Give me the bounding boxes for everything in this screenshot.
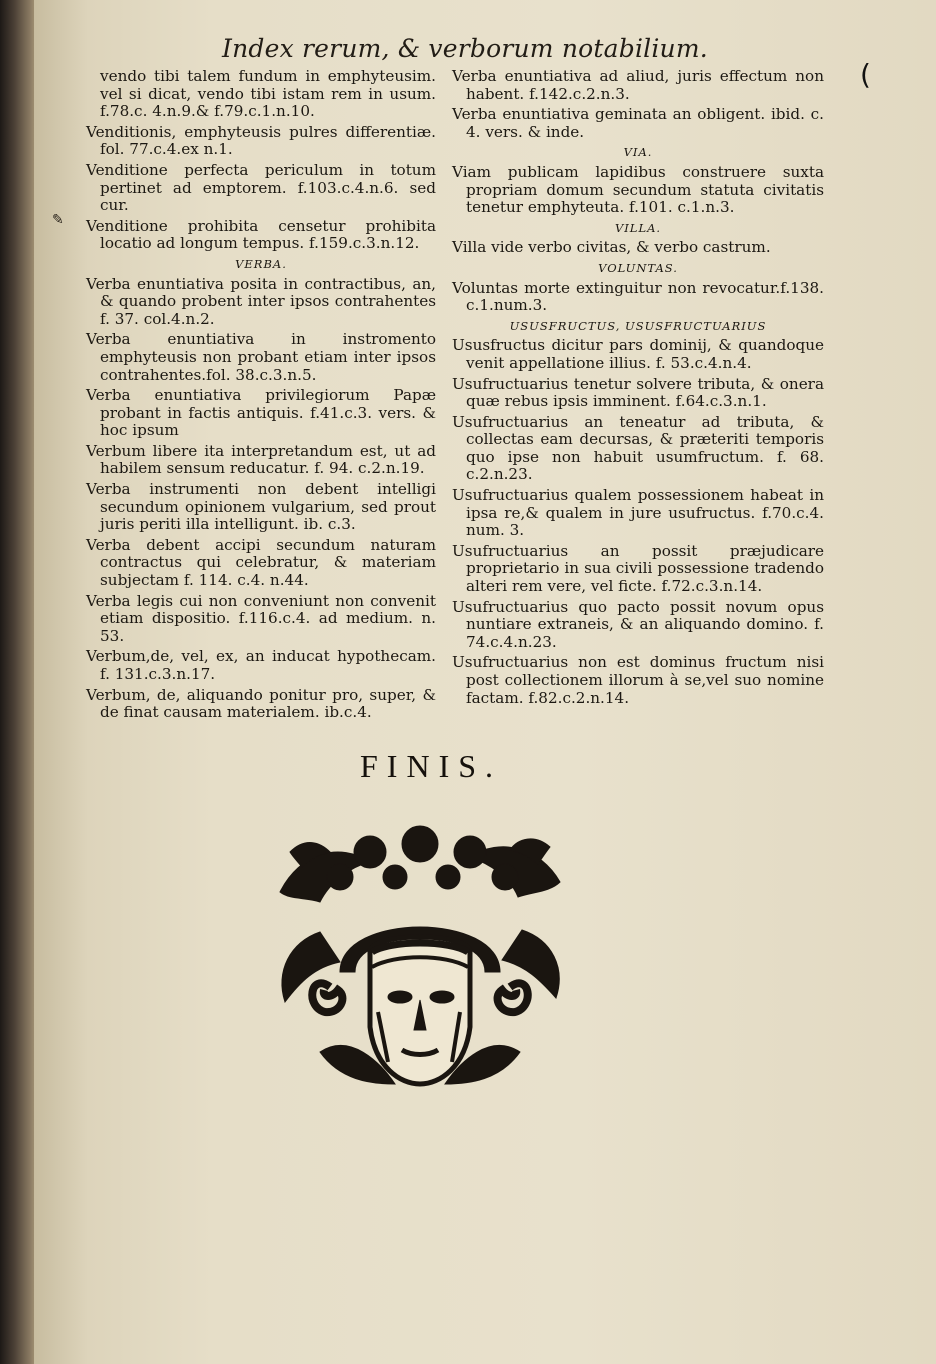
index-entry: Usufructuarius qualem possessionem habeat in ipsa re,& qualem in jure usufructus. f.70.c.4. num. 3. bbox=[452, 486, 824, 540]
index-entry: Verba enuntiativa in instromento emphyteusis non probant etiam inter ipsos contrahentes.fol. 38.c.3.n.5. bbox=[86, 330, 436, 384]
index-entry: Verba enuntiativa ad aliud, juris effectum non habent. f.142.c.2.n.3. bbox=[452, 67, 824, 103]
running-head: Index rerum, & verborum notabilium. bbox=[222, 34, 708, 63]
index-entry: Venditionis, emphyteusis pulres differentiæ. fol. 77.c.4.ex n.1. bbox=[86, 122, 436, 159]
index-entry: Viam publicam lapidibus construere suxta propriam domum secundum statuta civitatis tenetur emphyteuta. f.101. c.1.n.3. bbox=[452, 162, 824, 217]
woodcut-face-ornament-icon bbox=[260, 822, 580, 1098]
index-entry: Villa vide verbo civitas, & verbo castrum. bbox=[452, 238, 771, 257]
page-edge-mark: ( bbox=[860, 58, 871, 91]
index-entry: Usufructuarius non est dominus fructum nisi post collectionem illorum à se,vel suo nomine factam. f.82.c.2.n.14. bbox=[452, 653, 824, 707]
section-heading: VIA. bbox=[623, 145, 653, 160]
index-entry: Verba enuntiativa posita in contractibus, an, & quando probent inter ipsos contrahentes f. 37. col.4.n.2. bbox=[86, 274, 436, 328]
index-column-left bbox=[86, 68, 436, 725]
index-entry: Usufructuarius an teneatur ad tributa, & collectas eam decursas, & præteriti temporis quo ipse non habuit usumfructum. f. 68. c.2.n.23. bbox=[452, 412, 824, 484]
margin-mark: ✎ bbox=[52, 212, 64, 228]
section-heading: VOLUNTAS. bbox=[598, 260, 678, 275]
index-entry: Verba debent accipi secundum naturam contractus qui celebratur, & materiam subjectam f. 114. c.4. n.44. bbox=[86, 535, 436, 590]
index-entry: Verbum, de, aliquando ponitur pro, super, & de finat causam materialem. ib.c.4. bbox=[86, 685, 436, 722]
index-entry: Verba instrumenti non debent intelligi secundum opinionem vulgarium, sed prout juris periti illa intelligunt. ib. c.3. bbox=[86, 480, 436, 534]
index-column-right bbox=[452, 68, 824, 710]
section-heading: VILLA. bbox=[614, 220, 662, 235]
index-entry: Verba enuntiativa geminata an obligent. ibid. c. 4. vers. & inde. bbox=[452, 105, 824, 141]
index-entry: Usufructuarius an possit præjudicare proprietario in sua civili possessione tradendo alteri rem vere, vel ficte. f.72.c.3.n.14. bbox=[452, 541, 824, 596]
index-entry: Venditione prohibita censetur prohibita locatio ad longum tempus. f.159.c.3.n.12. bbox=[86, 216, 436, 253]
section-heading: USUSFRUCTUS, USUSFRUCTUARIUS bbox=[509, 318, 767, 333]
index-entry: Verbum,de, vel, ex, an inducat hypothecam. f. 131.c.3.n.17. bbox=[86, 647, 436, 683]
index-entry: Usufructuarius tenetur solvere tributa, & onera quæ rebus ipsis imminent. f.64.c.3.n.1. bbox=[452, 374, 824, 411]
index-entry: Ususfructus dicitur pars dominij, & quandoque venit appellatione illius. f. 53.c.4.n.4. bbox=[452, 336, 824, 372]
index-entry: Usufructuarius quo pacto possit novum opus nuntiare extraneis, & an aliquando domino. f. 74.c.4.n.23. bbox=[452, 597, 824, 651]
finis-heading: FINIS. bbox=[360, 748, 503, 784]
index-entry: Verbum libere ita interpretandum est, ut ad habilem sensum reducatur. f. 94. c.2.n.19. bbox=[86, 441, 436, 478]
index-entry: vendo tibi talem fundum in emphyteusim. vel si dicat, vendo tibi istam rem in usum. f.78.c. 4.n.9.& f.79.c.1.n.10. bbox=[100, 67, 436, 121]
index-entry: Verba enuntiativa privilegiorum Papæ probant in factis antiquis. f.41.c.3. vers. & hoc ipsum bbox=[86, 386, 436, 440]
section-heading: VERBA. bbox=[235, 256, 287, 271]
index-entry: Venditione perfecta periculum in totum pertinet ad emptorem. f.103.c.4.n.6. sed cur. bbox=[86, 160, 436, 215]
index-entry: Voluntas morte extinguitur non revocatur.f.138. c.1.num.3. bbox=[452, 278, 824, 315]
index-entry: Verba legis cui non conveniunt non convenit etiam dispositio. f.116.c.4. ad medium. n. 53. bbox=[86, 591, 436, 645]
